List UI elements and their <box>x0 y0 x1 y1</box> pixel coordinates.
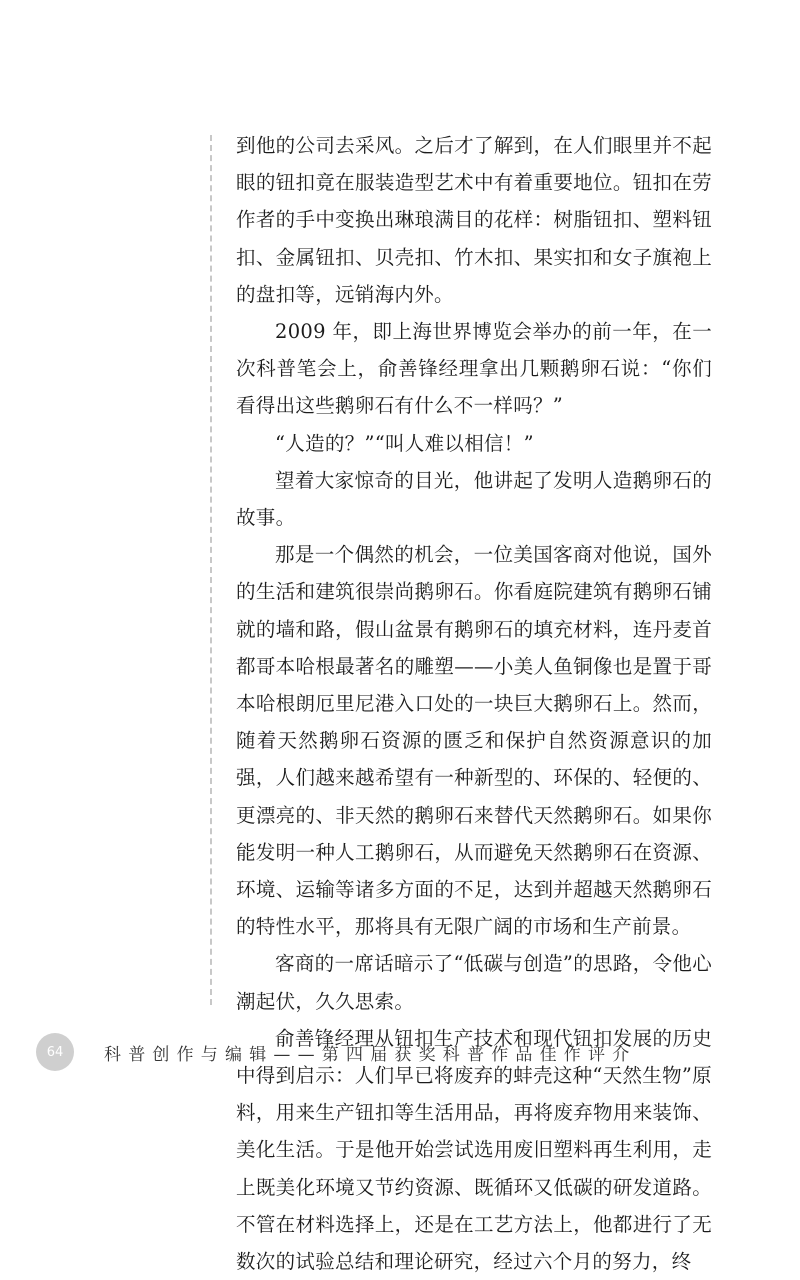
paragraph-2: 2009 年，即上海世界博览会举办的前一年，在一次科普笔会上，俞善锋经理拿出几颗鹅卵石说：“你们看得出这些鹅卵石有什么不一样吗？” <box>236 320 712 418</box>
paragraph-7: 俞善锋经理从钮扣生产技术和现代钮扣发展的历史中得到启示：人们早已将废弃的蚌壳这种“天然生物”原料，用来生产钮扣等生活用品，再将废弃物用来装饰、美化生活。于是他开始尝试选用废旧塑料再生利用，走上既美化环境又节约资源、既循环又低碳的研发道路。不管在材料选择上，还是在工艺方法上，他都进行了无数次的试验总结和理论研究，经过六个月的努力，终 <box>236 1026 712 1274</box>
running-title: 科普创作与编辑——第四届获奖科普作品佳作评介 <box>104 1044 637 1065</box>
paragraph-4: 望着大家惊奇的目光，他讲起了发明人造鹅卵石的故事。 <box>236 468 712 530</box>
page-number-badge: 64 <box>36 1033 74 1071</box>
margin-dashed-rule <box>210 135 212 1005</box>
paragraph-5: 那是一个偶然的机会，一位美国客商对他说，国外的生活和建筑很崇尚鹅卵石。你看庭院建筑有鹅卵石铺就的墙和路，假山盆景有鹅卵石的填充材料，连丹麦首都哥本哈根最著名的雕塑——小美人鱼铜像也是置于哥本哈根朗厄里尼港入口处的一块巨大鹅卵石上。然而，随着天然鹅卵石资源的匮乏和保护自然资源意识的加强，人们越来越希望有一种新型的、环保的、轻便的、更漂亮的、非天然的鹅卵石来替代天然鹅卵石。如果你能发明一种人工鹅卵石，从而避免天然鹅卵石在资源、环境、运输等诸多方面的不足，达到并超越天然鹅卵石的特性水平，那将具有无限广阔的市场和生产前景。 <box>236 543 712 939</box>
paragraph-3: “人造的？”“叫人难以相信！” <box>275 431 534 455</box>
paragraph-1: 到他的公司去采风。之后才了解到，在人们眼里并不起眼的钮扣竟在服装造型艺术中有着重要地位。钮扣在劳作者的手中变换出琳琅满目的花样：树脂钮扣、塑料钮扣、金属钮扣、贝壳扣、竹木扣、果实扣和女子旗袍上的盘扣等，远销海内外。 <box>236 134 712 306</box>
page-footer <box>36 1034 636 1070</box>
body-text <box>236 127 712 1280</box>
paragraph-6: 客商的一席话暗示了“低碳与创造”的思路，令他心潮起伏，久久思索。 <box>236 952 712 1013</box>
